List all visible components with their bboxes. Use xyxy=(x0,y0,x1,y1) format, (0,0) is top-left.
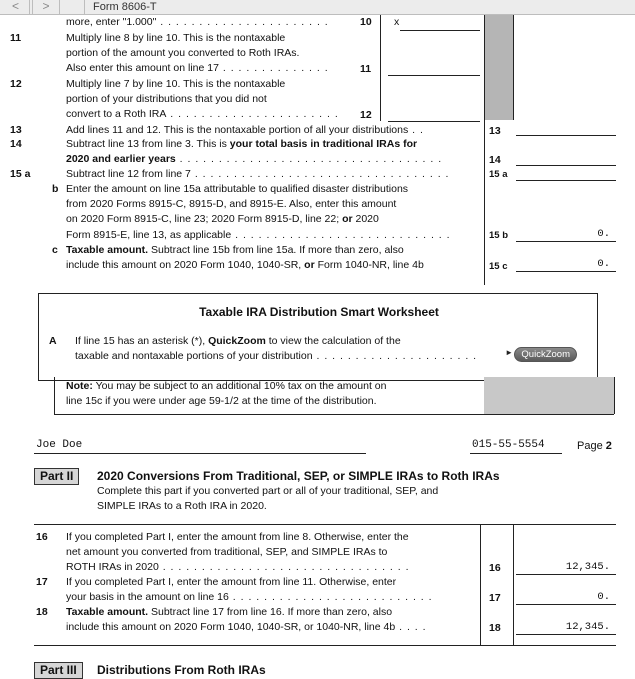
line14-number: 14 xyxy=(10,138,22,150)
line13-number: 13 xyxy=(10,124,22,136)
line10-text: more, enter "1.000" . . . . . . . . . . . . . . . . . . . . . . xyxy=(66,16,329,28)
line11-input[interactable] xyxy=(388,62,480,76)
line15b-text1: Enter the amount on line 15a attributable to qualified disaster distributions xyxy=(66,183,409,195)
line13-box-label: 13 xyxy=(489,125,501,137)
part2-desc1: Complete this part if you converted part or all of your traditional, SEP, and xyxy=(97,485,439,497)
line15b-text4: Form 8915-E, line 13, as applicable . . . . . . . . . . . . . . . . . . . . . . . . . . . . xyxy=(66,229,451,241)
line14-text2: 2020 and earlier years . . . . . . . . . . . . . . . . . . . . . . . . . . . . . . . . . . xyxy=(66,153,443,165)
line12-text1: Multiply line 7 by line 10. This is the nontaxable xyxy=(66,78,286,90)
line16-number: 16 xyxy=(36,531,48,543)
line12-input[interactable] xyxy=(388,108,480,122)
top-nav-bar xyxy=(0,0,635,15)
line15c-text1: Taxable amount. Subtract line 15b from line 15a. If more than zero, also xyxy=(66,244,404,256)
line14-input[interactable] xyxy=(516,152,616,166)
line18-box-label: 18 xyxy=(489,622,501,634)
line14-text1: Subtract line 13 from line 3. This is your total basis in traditional IRAs for xyxy=(66,138,418,150)
line11-text1: Multiply line 8 by line 10. This is the nontaxable xyxy=(66,32,286,44)
line11-text2: portion of the amount you converted to Roth IRAs. xyxy=(66,47,300,59)
line10-box-label: 10 xyxy=(360,16,372,28)
line17-input[interactable]: 0. xyxy=(516,591,616,605)
line15b-text3: on 2020 Form 8915-C, line 23; 2020 Form 8915-D, line 22; or 2020 xyxy=(66,213,379,225)
line15c-number: c xyxy=(52,244,58,256)
line18-number: 18 xyxy=(36,606,48,618)
page-number: Page 2 xyxy=(577,440,612,452)
line15c-text2: include this amount on 2020 Form 1040, 1040-SR, or Form 1040-NR, line 4b xyxy=(66,259,424,271)
line13-text: Add lines 11 and 12. This is the nontaxable portion of all your distributions . . xyxy=(66,124,424,136)
form-tab-title[interactable]: Form 8606-T xyxy=(84,0,165,15)
quickzoom-button[interactable]: QuickZoom xyxy=(514,347,577,362)
line12-box-label: 12 xyxy=(360,109,372,121)
quickzoom-arrow-icon: ► xyxy=(505,348,513,357)
line18-text1: Taxable amount. Subtract line 17 from line 16. If more than zero, also xyxy=(66,606,393,618)
line11-box-label: 11 xyxy=(360,63,372,75)
line15b-number: b xyxy=(52,183,59,195)
line18-input[interactable]: 12,345. xyxy=(516,621,616,635)
note-line1: Note: You may be subject to an additional 10% tax on the amount on xyxy=(66,380,387,392)
taxpayer-name: Joe Doe xyxy=(36,439,83,451)
worksheet-row-a-label: A xyxy=(49,335,57,347)
smart-worksheet xyxy=(38,293,598,381)
line18-text2: include this amount on 2020 Form 1040, 1040-SR, or 1040-NR, line 4b . . . . xyxy=(66,621,427,633)
part2-label: Part II xyxy=(34,468,79,485)
forward-button[interactable]: > xyxy=(32,0,60,14)
note-shaded-area xyxy=(484,377,614,414)
part2-title: 2020 Conversions From Traditional, SEP, or SIMPLE IRAs to Roth IRAs xyxy=(97,469,500,483)
worksheet-row-a-text1: If line 15 has an asterisk (*), QuickZoom to view the calculation of the xyxy=(75,335,401,347)
form-page xyxy=(0,15,635,679)
line16-box-label: 16 xyxy=(489,562,501,574)
line17-text1: If you completed Part I, enter the amount from line 11. Otherwise, enter xyxy=(66,576,397,588)
shaded-column xyxy=(484,15,514,120)
line16-text3: ROTH IRAs in 2020 . . . . . . . . . . . . . . . . . . . . . . . . . . . . . . . . xyxy=(66,561,410,573)
line13-input[interactable] xyxy=(516,122,616,136)
taxpayer-ssn: 015-55-5554 xyxy=(472,439,545,451)
line17-box-label: 17 xyxy=(489,592,501,604)
line15a-input[interactable] xyxy=(516,167,616,181)
part2-desc2: SIMPLE IRAs to a Roth IRA in 2020. xyxy=(97,500,267,512)
line17-number: 17 xyxy=(36,576,48,588)
part3-title: Distributions From Roth IRAs xyxy=(97,663,266,677)
line15b-box-label: 15 b xyxy=(489,230,509,241)
note-line2: line 15c if you were under age 59-1/2 at the time of the distribution. xyxy=(66,395,377,407)
line11-text3: Also enter this amount on line 17 . . . . . . . . . . . . . . xyxy=(66,62,329,74)
worksheet-row-a-text2: taxable and nontaxable portions of your distribution . . . . . . . . . . . . . . . . . . . . . xyxy=(75,350,478,362)
back-button[interactable]: < xyxy=(2,0,30,14)
line12-number: 12 xyxy=(10,78,22,90)
line11-number: 11 xyxy=(10,32,22,44)
line15b-text2: from 2020 Forms 8915-C, 8915-D, and 8915-E. Also, enter this amount xyxy=(66,198,397,210)
line16-text2: net amount you converted from traditional, SEP, and SIMPLE IRAs to xyxy=(66,546,388,558)
line15a-text: Subtract line 12 from line 7 . . . . . . . . . . . . . . . . . . . . . . . . . . . . . . . . . xyxy=(66,168,450,180)
line15b-input[interactable]: 0. xyxy=(516,228,616,242)
worksheet-title: Taxable IRA Distribution Smart Worksheet xyxy=(199,305,439,319)
line15a-box-label: 15 a xyxy=(489,169,508,180)
part3-label: Part III xyxy=(34,662,83,679)
line15c-input[interactable]: 0. xyxy=(516,258,616,272)
line16-input[interactable]: 12,345. xyxy=(516,561,616,575)
line15c-box-label: 15 c xyxy=(489,261,508,272)
line10-input[interactable] xyxy=(400,17,480,31)
line15a-number: 15 a xyxy=(10,168,31,180)
line12-text2: portion of your distributions that you did not xyxy=(66,93,267,105)
line16-text1: If you completed Part I, enter the amount from line 8. Otherwise, enter the xyxy=(66,531,409,543)
line14-box-label: 14 xyxy=(489,154,501,166)
line10-prefix: x xyxy=(394,16,400,28)
line17-text2: your basis in the amount on line 16 . . . . . . . . . . . . . . . . . . . . . . . . . . xyxy=(66,591,433,603)
line12-text3: convert to a Roth IRA . . . . . . . . . . . . . . . . . . . . . . xyxy=(66,108,339,120)
